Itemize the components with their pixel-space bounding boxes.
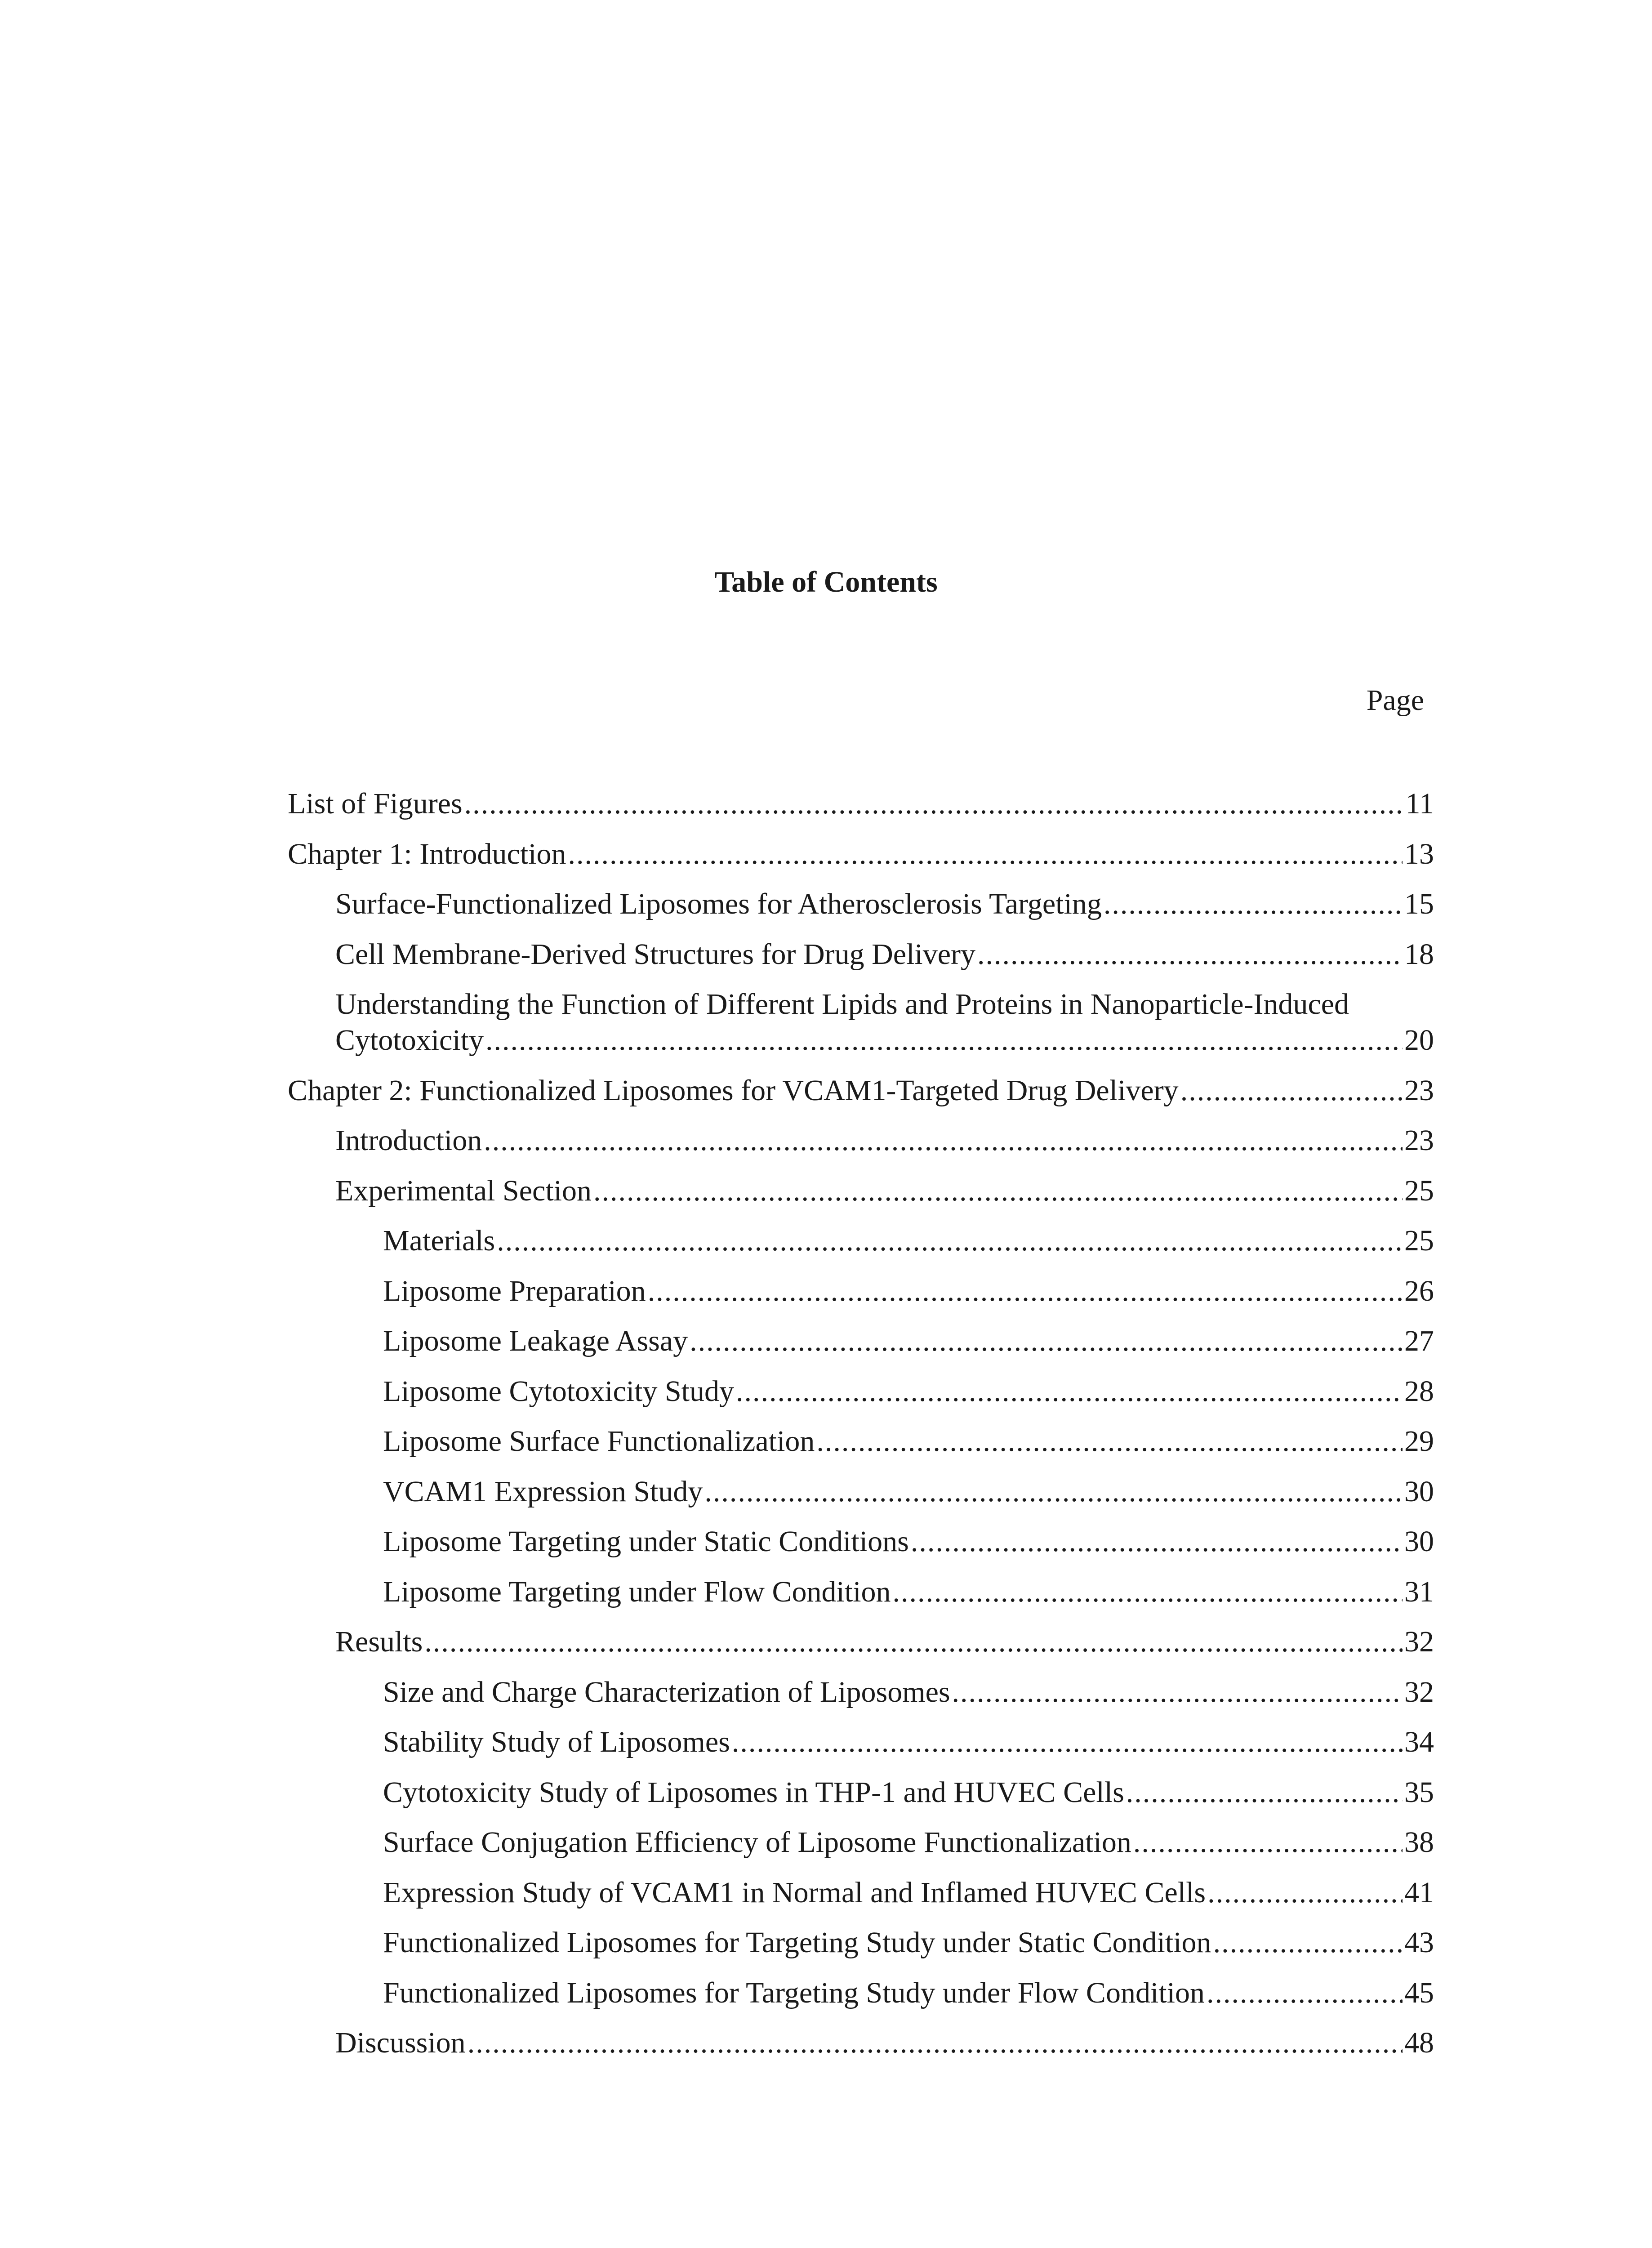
toc-entry-line [288,1073,1434,1109]
toc-entry-line [383,1474,1434,1510]
toc-dot-leader [816,1423,1403,1459]
toc-entry-page: 30 [1404,1475,1434,1508]
toc-entry-label-first-line: Understanding the Function of Different Lipids and Proteins in Nanoparticle-Induced [335,988,1349,1021]
toc-entry-page: 20 [1404,1024,1434,1057]
toc-entry-label: Liposome Targeting under Flow Condition [383,1575,891,1608]
toc-entry-line [335,1022,1434,1058]
toc-entry[interactable] [288,1624,1434,1674]
toc-entry-line [335,937,1434,972]
toc-dot-leader [593,1173,1403,1209]
page-column-heading: Page [1366,684,1424,717]
toc-entry-label: VCAM1 Expression Study [383,1475,703,1508]
toc-entry-page: 29 [1404,1425,1434,1458]
toc-entry-line [383,1273,1434,1309]
toc-entry-page: 32 [1404,1675,1434,1708]
toc-entry-page: 18 [1404,937,1434,971]
toc-entry-page: 48 [1404,2026,1434,2059]
toc-entry-line [383,1975,1434,2011]
toc-entry-line [383,1724,1434,1760]
toc-entry[interactable] [288,886,1434,937]
toc-entry-line [383,1925,1434,1961]
toc-dot-leader [732,1724,1403,1760]
toc-entry[interactable] [288,786,1434,836]
toc-entry[interactable] [288,1724,1434,1775]
toc-entry-page: 15 [1404,888,1434,920]
toc-entry-page: 35 [1404,1775,1434,1809]
toc-entry-line [335,1173,1434,1209]
toc-dot-leader [704,1474,1403,1510]
toc-entry[interactable] [288,1173,1434,1223]
toc-dot-leader [1207,1975,1403,2011]
toc-entry-label: Functionalized Liposomes for Targeting Study under Static Condition [383,1926,1211,1959]
toc-entry[interactable] [288,1574,1434,1624]
toc-entry[interactable] [288,1775,1434,1825]
toc-entry-line [335,1624,1434,1660]
toc-entry-page: 26 [1404,1274,1434,1307]
toc-entry[interactable] [288,1875,1434,1925]
toc-entry[interactable] [288,2025,1434,2075]
toc-entry-line [288,836,1434,872]
toc-dot-leader [1133,1824,1403,1860]
toc-entry-line [335,886,1434,922]
toc-entry-label: Cell Membrane-Derived Structures for Drug Delivery [335,937,976,971]
toc-entry[interactable] [288,937,1434,987]
toc-entry-page: 23 [1404,1124,1434,1157]
toc-dot-leader [468,2025,1403,2061]
toc-entry-line [383,1674,1434,1710]
toc-entry[interactable] [288,1824,1434,1875]
toc-entry[interactable] [288,1223,1434,1273]
toc-entry-label: Cytotoxicity Study of Liposomes in THP-1 and HUVEC Cells [383,1775,1124,1809]
toc-dot-leader [464,786,1404,822]
toc-entry-label: List of Figures [288,787,463,820]
toc-entry-label: Cytotoxicity [335,1024,484,1057]
toc-dot-leader [977,937,1403,972]
toc-entry[interactable] [288,1674,1434,1725]
toc-entry-label: Chapter 1: Introduction [288,837,566,870]
toc-entry[interactable] [288,1423,1434,1474]
toc-dot-leader [484,1123,1403,1159]
toc-entry-page: 25 [1404,1174,1434,1207]
toc-dot-leader [1104,886,1403,922]
toc-dot-leader [1207,1875,1403,1911]
toc-entry-label: Liposome Surface Functionalization [383,1425,815,1458]
toc-entry[interactable] [288,1524,1434,1574]
toc-dot-leader [1213,1925,1403,1961]
toc-entry[interactable] [288,1273,1434,1324]
toc-entry-page: 27 [1404,1325,1434,1357]
toc-entry-label: Liposome Leakage Assay [383,1325,688,1357]
toc-entry-page: 28 [1404,1374,1434,1408]
toc-dot-leader [690,1323,1403,1359]
toc-dot-leader [568,836,1403,872]
toc-entry-label: Experimental Section [335,1174,592,1207]
toc-entry-line [383,1824,1434,1860]
toc-dot-leader [1126,1775,1403,1811]
toc-dot-leader [952,1674,1403,1710]
toc-entry-label: Discussion [335,2026,466,2059]
toc-entry-page: 43 [1404,1926,1434,1959]
toc-entry[interactable] [288,1323,1434,1374]
toc-entry[interactable] [288,1123,1434,1173]
toc-entry-label: Functionalized Liposomes for Targeting Study under Flow Condition [383,1976,1205,2009]
toc-entry-page: 13 [1404,837,1434,870]
toc-dot-leader [1180,1073,1403,1109]
toc-entry-line [383,1374,1434,1409]
toc-entry-page: 25 [1404,1224,1434,1257]
toc-entry-label: Chapter 2: Functionalized Liposomes for VCAM1-Targeted Drug Delivery [288,1074,1179,1107]
toc-entry-page: 45 [1404,1976,1434,2009]
toc-entry[interactable] [288,1925,1434,1975]
toc-entry-page: 38 [1404,1826,1434,1859]
toc-entry-line [335,2025,1434,2061]
toc-entry-label: Liposome Preparation [383,1274,646,1307]
toc-entry-line [383,1323,1434,1359]
toc-entry-line [383,1574,1434,1610]
toc-entry-line [383,1223,1434,1259]
toc-entry-line [383,1524,1434,1560]
toc-dot-leader [893,1574,1403,1610]
toc-entry-line [383,1775,1434,1811]
toc-entry-page: 32 [1404,1625,1434,1658]
table-of-contents [288,786,1434,2075]
toc-entry-page: 11 [1405,787,1434,820]
toc-entry-label: Stability Study of Liposomes [383,1726,730,1758]
toc-dot-leader [424,1624,1403,1660]
toc-dot-leader [736,1374,1403,1409]
toc-entry[interactable] [288,836,1434,887]
toc-entry-page: 41 [1404,1876,1434,1909]
toc-entry[interactable] [288,1374,1434,1424]
toc-entry-label: Results [335,1625,423,1658]
toc-entry-label: Liposome Targeting under Static Conditions [383,1525,909,1558]
toc-entry-page: 31 [1404,1575,1434,1608]
toc-dot-leader [485,1022,1403,1058]
toc-entry-label: Introduction [335,1124,482,1157]
toc-entry[interactable] [288,1073,1434,1123]
toc-dot-leader [648,1273,1403,1309]
toc-entry[interactable] [288,1975,1434,2025]
toc-entry-label: Surface Conjugation Efficiency of Liposome Functionalization [383,1826,1131,1859]
toc-entry-label: Liposome Cytotoxicity Study [383,1374,735,1408]
toc-entry-line [335,1123,1434,1159]
toc-dot-leader [911,1524,1403,1560]
toc-entry-label: Materials [383,1224,495,1257]
toc-entry-page: 30 [1404,1525,1434,1558]
toc-entry-label: Expression Study of VCAM1 in Normal and Inflamed HUVEC Cells [383,1876,1206,1909]
toc-entry-line [288,786,1434,822]
toc-entry-page: 34 [1404,1726,1434,1758]
toc-entry-page: 23 [1404,1074,1434,1107]
toc-dot-leader [497,1223,1403,1259]
toc-entry-label: Surface-Functionalized Liposomes for Atherosclerosis Targeting [335,888,1102,920]
toc-entry-label: Size and Charge Characterization of Liposomes [383,1675,950,1708]
toc-entry[interactable] [288,1474,1434,1524]
page-title: Table of Contents [714,566,938,598]
toc-entry-line [383,1875,1434,1911]
toc-entry[interactable] [288,986,1434,1073]
toc-entry-line [383,1423,1434,1459]
